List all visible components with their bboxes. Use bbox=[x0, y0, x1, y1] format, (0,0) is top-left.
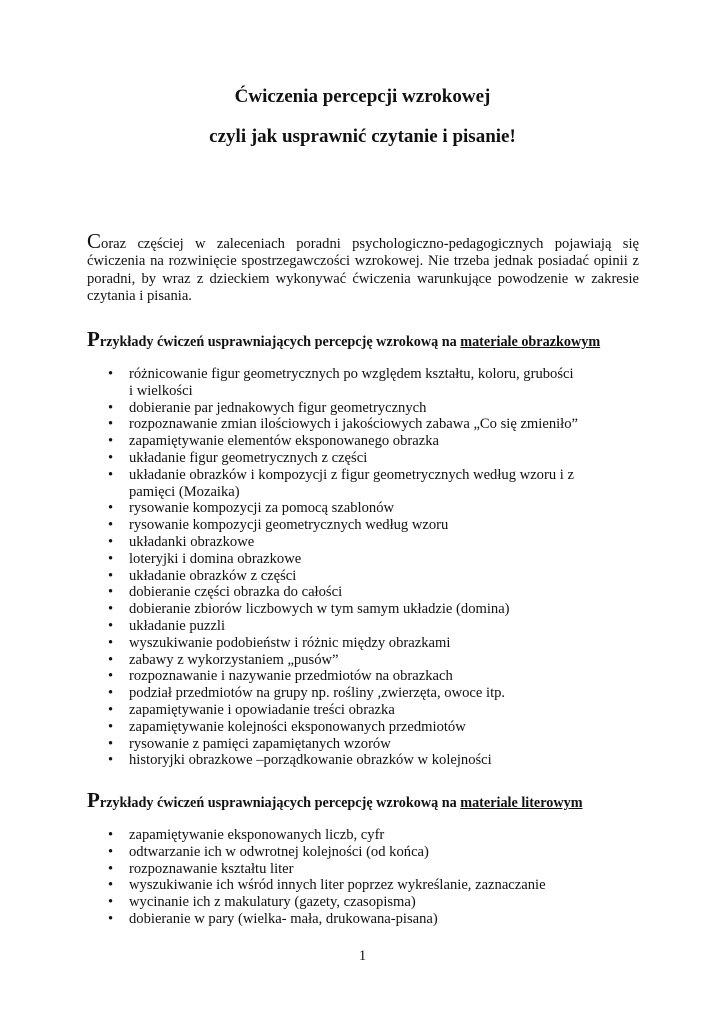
list-item: • rozpoznawanie kształtu liter bbox=[0, 861, 620, 878]
section-heading-text: rzykłady ćwiczeń usprawniających percepcję wzrokową na bbox=[99, 795, 461, 811]
section-heading-initial: P bbox=[87, 788, 100, 812]
list-item: • dobieranie części obrazka do całości bbox=[0, 584, 620, 601]
list-item: • różnicowanie figur geometrycznych po względem kształtu, koloru, grubości i wielkości bbox=[0, 366, 620, 400]
list-item: • odtwarzanie ich w odwrotnej kolejności (od końca) bbox=[0, 844, 620, 861]
list-item: • układanie puzzli bbox=[0, 618, 620, 635]
document-title: Ćwiczenia percepcji wzrokowej bbox=[234, 86, 491, 107]
list-item: • układanie figur geometrycznych z części bbox=[0, 450, 620, 467]
list-item: • układanie obrazków z części bbox=[0, 568, 620, 585]
pictorial-exercises-list bbox=[0, 366, 620, 769]
list-item: • wyszukiwanie podobieństw i różnic między obrazkami bbox=[0, 635, 620, 652]
list-item: • zapamiętywanie kolejności eksponowanych przedmiotów bbox=[0, 719, 620, 736]
section-heading-letter bbox=[87, 788, 647, 813]
list-item: • układanki obrazkowe bbox=[0, 534, 620, 551]
list-item: • rysowanie z pamięci zapamiętanych wzorów bbox=[0, 736, 620, 753]
list-item: • loteryjki i domina obrazkowe bbox=[0, 551, 620, 568]
document-subtitle: czyli jak usprawnić czytanie i pisanie! bbox=[209, 126, 516, 147]
page-number: 1 bbox=[358, 948, 367, 964]
letter-exercises-list bbox=[0, 827, 620, 928]
list-item: • zapamiętywanie eksponowanych liczb, cyfr bbox=[0, 827, 620, 844]
list-item: • wycinanie ich z makulatury (gazety, czasopisma) bbox=[0, 894, 620, 911]
list-item: • rysowanie kompozycji za pomocą szablonów bbox=[0, 500, 620, 517]
list-item: • wyszukiwanie ich wśród innych liter poprzez wykreślanie, zaznaczanie bbox=[0, 877, 620, 894]
intro-text: oraz częściej w zaleceniach poradni psychologiczno-pedagogicznych pojawiają się ćwiczenia na rozwinięcie spostrzegawczości wzrokowej. Nie trzeba jednak posiadać opinii z poradni, by wraz z dzieckiem wykonywać ćwiczenia warunkujące powodzenie w zakresie czytania i pisania. bbox=[87, 236, 639, 305]
section-heading-initial: P bbox=[87, 327, 100, 351]
section-heading-underlined: materiale literowym bbox=[460, 795, 583, 811]
section-heading-text: rzykłady ćwiczeń usprawniających percepcję wzrokową na bbox=[99, 334, 461, 350]
list-item: • rozpoznawanie zmian ilościowych i jakościowych zabawa „Co się zmieniło” bbox=[0, 416, 620, 433]
list-item: • rysowanie kompozycji geometrycznych według wzoru bbox=[0, 517, 620, 534]
list-item: • dobieranie zbiorów liczbowych w tym samym układzie (domina) bbox=[0, 601, 620, 618]
list-item: • zapamiętywanie elementów eksponowanego obrazka bbox=[0, 433, 620, 450]
list-item: • zapamiętywanie i opowiadanie treści obrazka bbox=[0, 702, 620, 719]
list-item: • układanie obrazków i kompozycji z figur geometrycznych według wzoru i z pamięci (Mozaika) bbox=[0, 467, 620, 501]
intro-paragraph bbox=[87, 229, 639, 306]
list-item: • historyjki obrazkowe –porządkowanie obrazków w kolejności bbox=[0, 752, 620, 769]
intro-dropcap: C bbox=[87, 229, 102, 253]
list-item: • rozpoznawanie i nazywanie przedmiotów na obrazkach bbox=[0, 668, 620, 685]
list-item: • dobieranie par jednakowych figur geometrycznych bbox=[0, 400, 620, 417]
list-item: • podział przedmiotów na grupy np. rośliny ,zwierzęta, owoce itp. bbox=[0, 685, 620, 702]
list-item: • zabawy z wykorzystaniem „pusów” bbox=[0, 652, 620, 669]
section-heading-pictorial bbox=[87, 327, 647, 352]
list-item: • dobieranie w pary (wielka- mała, drukowana-pisana) bbox=[0, 911, 620, 928]
section-heading-underlined: materiale obrazkowym bbox=[460, 334, 601, 350]
